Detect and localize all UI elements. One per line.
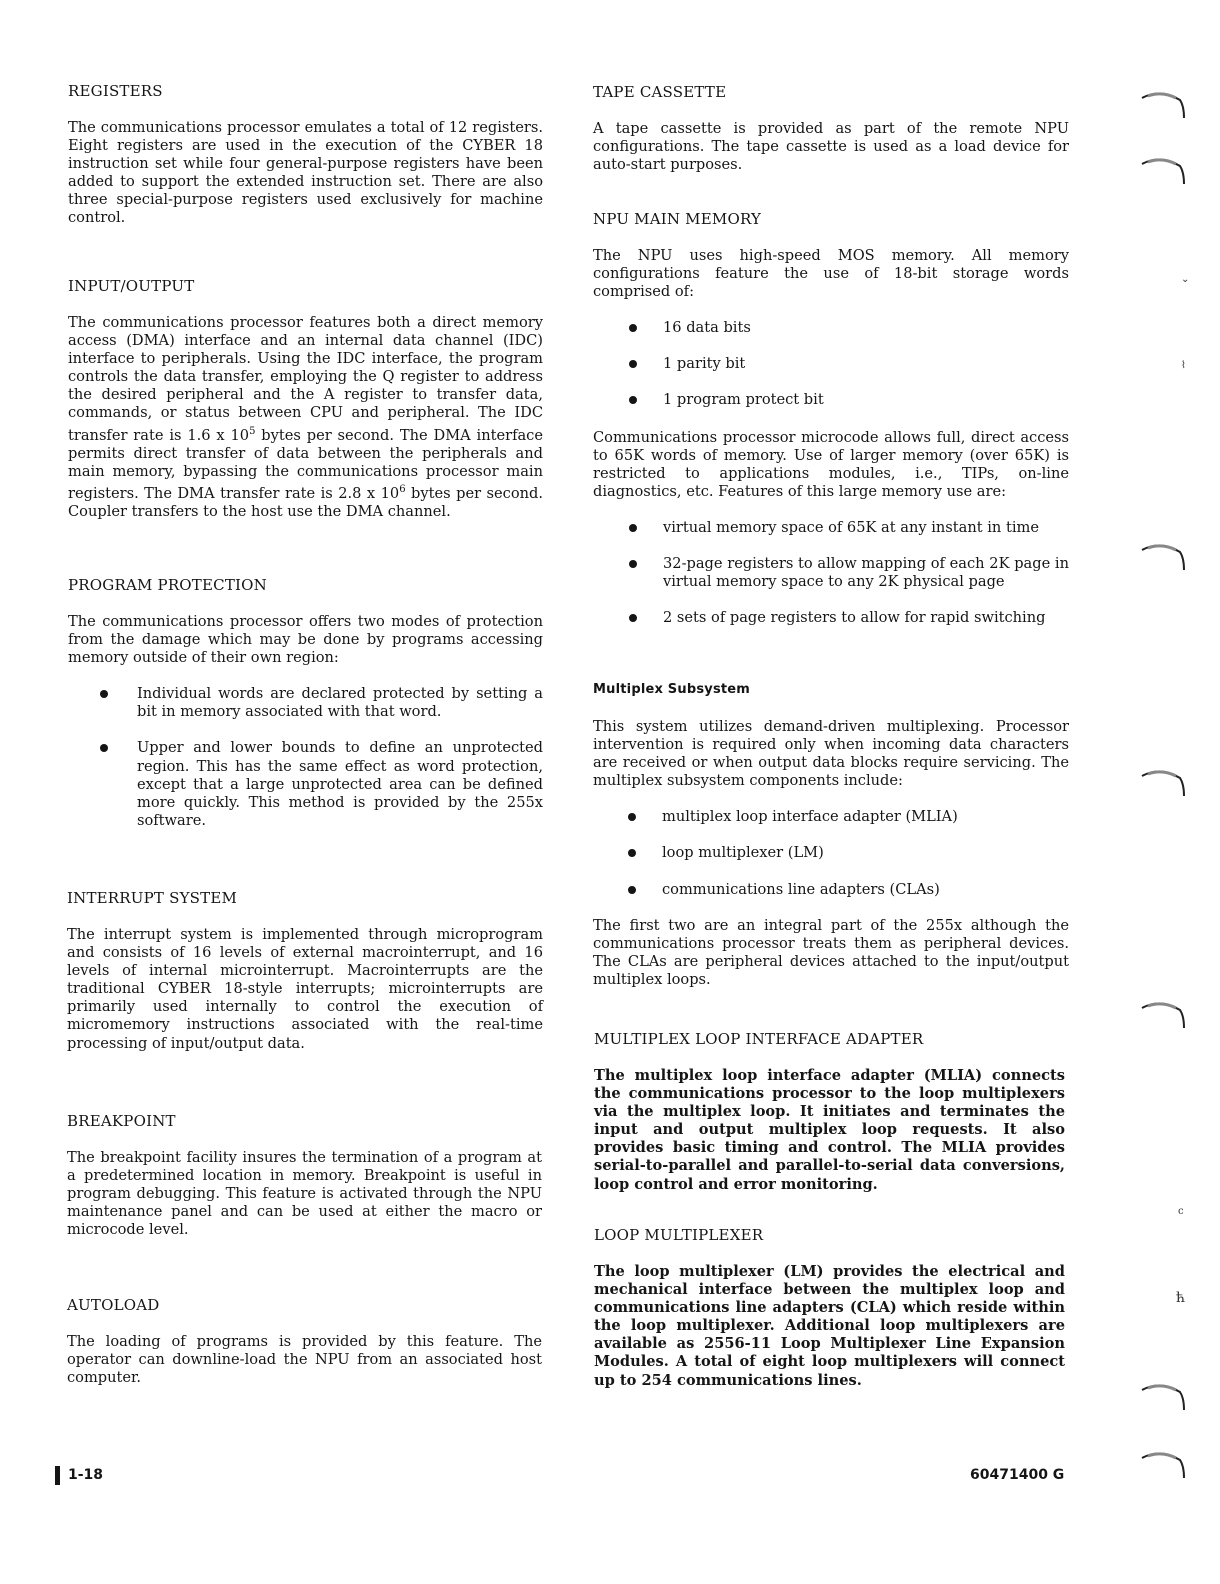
- heading-multiplex-subsystem: Multiplex Subsystem: [593, 682, 751, 697]
- list-item: loop multiplexer (LM): [593, 844, 1069, 862]
- scan-speck: ⌄: [1181, 274, 1190, 285]
- paragraph-autoload: The loading of programs is provided by this feature. The operator can downline-load the NPU from an associated host computer.: [67, 1333, 542, 1387]
- list-item: 32-page registers to allow mapping of each 2K page in virtual memory space to any 2K physical page: [593, 555, 1069, 591]
- heading-loop-multiplexer: LOOP MULTIPLEXER: [594, 1226, 764, 1244]
- section-tape-cassette: [593, 83, 1069, 174]
- section-registers: [68, 82, 543, 228]
- bullet-icon: [629, 614, 637, 622]
- punch-hole-icon: [1140, 994, 1188, 1034]
- bullet-icon: [100, 690, 108, 698]
- section-npu-main-memory: [593, 210, 1069, 627]
- protection-bullet-list: [68, 685, 543, 830]
- bullet-icon: [100, 744, 108, 752]
- bullet-icon: [629, 524, 637, 532]
- scan-speck: ϲ: [1178, 1206, 1184, 1217]
- paragraph-npu-main-memory: The NPU uses high-speed MOS memory. All memory configurations feature the use of 18-bit storage words comprised of:: [593, 247, 1069, 301]
- bullet-icon: [628, 813, 636, 821]
- bullet-icon: [629, 560, 637, 568]
- section-multiplex-subsystem: [593, 681, 1069, 989]
- list-item: 2 sets of page registers to allow for rapid switching: [593, 609, 1069, 627]
- paragraph-registers: The communications processor emulates a total of 12 registers. Eight registers are used in the execution of the CYBER 18 instruction set while four general-purpose registers have been added to support the extended instruction set. There are also three special-purpose registers used exclusively for machine control.: [68, 119, 543, 227]
- punch-hole-icon: [1140, 84, 1188, 124]
- section-program-protection: [68, 576, 543, 830]
- section-interrupt-system: [67, 889, 543, 1053]
- heading-registers: REGISTERS: [68, 82, 163, 100]
- punch-hole-icon: [1140, 1376, 1188, 1416]
- paragraph-multiplex-components: The first two are an integral part of the 255x although the communications processor treats them as peripheral devices. The CLAs are peripheral devices attached to the input/output multiplex loops.: [593, 916, 1069, 988]
- list-item: Individual words are declared protected by setting a bit in memory associated with that word.: [68, 685, 543, 721]
- punch-hole-icon: [1140, 762, 1188, 802]
- paragraph-multiplex-subsystem: This system utilizes demand-driven multiplexing. Processor intervention is required only when incoming data characters are received or when output data blocks require servicing. The multiplex subsystem components include:: [593, 718, 1069, 790]
- bullet-icon: [628, 886, 636, 894]
- heading-autoload: AUTOLOAD: [67, 1296, 160, 1314]
- paragraph-input-output: The communications processor features both a direct memory access (DMA) interface and an internal data channel (IDC) interface to peripherals. Using the IDC interface, the program controls the data transfer, employing the Q register to address the desired peripheral and the A register to transfer data, commands, or status between CPU and peripheral. The IDC transfer rate is 1.6 x $10^5$ bytes per second. The DMA interface permits direct transfer of data between the peripherals and main memory, bypassing the communications processor main registers. The DMA transfer rate is 2.8 x $10^6$ bytes per second. Coupler transfers to the host use the DMA channel.: [68, 314, 543, 520]
- punch-hole-icon: [1140, 536, 1188, 576]
- paragraph-tape-cassette: A tape cassette is provided as part of the remote NPU configurations. The tape cassette is used as a load device for auto-start purposes.: [593, 120, 1069, 174]
- heading-mlia: MULTIPLEX LOOP INTERFACE ADAPTER: [594, 1030, 924, 1048]
- bullet-icon: [628, 849, 636, 857]
- heading-breakpoint: BREAKPOINT: [67, 1112, 176, 1130]
- list-item: virtual memory space of 65K at any instant in time: [593, 519, 1069, 537]
- paragraph-breakpoint: The breakpoint facility insures the termination of a program at a predetermined location in memory. Breakpoint is useful in program debugging. This feature is activated through the NPU maintenance panel and can be used at either the macro or microcode level.: [67, 1149, 542, 1239]
- section-input-output: [68, 277, 543, 521]
- scan-speck: ⌇: [1181, 360, 1186, 371]
- paragraph-interrupt-system: The interrupt system is implemented through microprogram and consists of 16 levels of external macrointerrupt, and 16 levels of internal microinterrupt. Macrointerrupts are the traditional CYBER 18-style interrupts; microinterrupts are primarily used internally to control the execution of micromemory instructions associated with the real-time processing of input/output data.: [67, 926, 543, 1052]
- heading-npu-main-memory: NPU MAIN MEMORY: [593, 210, 762, 228]
- memory-feature-bullet-list: [593, 519, 1069, 627]
- list-item: 1 program protect bit: [593, 391, 1069, 409]
- paragraph-program-protection: The communications processor offers two modes of protection from the damage which may be done by programs accessing memory outside of their own region:: [68, 613, 543, 667]
- section-breakpoint: [67, 1112, 542, 1239]
- bullet-icon: [629, 360, 637, 368]
- list-item: Upper and lower bounds to define an unprotected region. This has the same effect as word protection, except that a large unprotected area can be defined more quickly. This method is provided by the 255x software.: [68, 739, 543, 829]
- section-loop-multiplexer: [594, 1226, 1065, 1390]
- heading-interrupt-system: INTERRUPT SYSTEM: [67, 889, 238, 907]
- memory-bullet-list: [593, 319, 1069, 409]
- paragraph-loop-multiplexer: The loop multiplexer (LM) provides the electrical and mechanical interface between the multiplex loop and communications line adapters (CLA) which reside within the loop multiplexer. Additional loop multiplexers are available as 2556-11 Loop Multiplexer Line Expansion Modules. A total of eight loop multiplexers will connect up to 254 communications lines.: [594, 1263, 1065, 1389]
- heading-input-output: INPUT/OUTPUT: [68, 277, 195, 295]
- document-number: 60471400 G: [970, 1467, 1065, 1483]
- heading-tape-cassette: TAPE CASSETTE: [593, 83, 727, 101]
- list-item: 16 data bits: [593, 319, 1069, 337]
- page-number: 1-18: [68, 1467, 104, 1483]
- list-item: communications line adapters (CLAs): [593, 881, 1069, 899]
- scan-speck: ћ: [1176, 1290, 1186, 1306]
- multiplex-bullet-list: [593, 808, 1069, 898]
- section-mlia: [594, 1030, 1065, 1194]
- list-item: multiplex loop interface adapter (MLIA): [593, 808, 1069, 826]
- punch-hole-icon: [1140, 150, 1188, 190]
- section-autoload: [67, 1296, 542, 1387]
- paragraph-mlia: The multiplex loop interface adapter (MLIA) connects the communications processor to the loop multiplexers via the multiplex loop. It initiates and terminates the input and output multiplex loop requests. It also provides basic timing and control. The MLIA provides serial-to-parallel and parallel-to-serial data conversions, loop control and error monitoring.: [594, 1067, 1065, 1193]
- paragraph-memory-microcode: Communications processor microcode allows full, direct access to 65K words of memory. Use of larger memory (over 65K) is restricted to applications modules, i.e., TIPs, on-line diagnostics, etc. Features of this large memory use are:: [593, 428, 1069, 500]
- bullet-icon: [629, 396, 637, 404]
- change-bar: [55, 1466, 60, 1485]
- punch-hole-icon: [1140, 1444, 1188, 1484]
- list-item: 1 parity bit: [593, 355, 1069, 373]
- bullet-icon: [629, 324, 637, 332]
- heading-program-protection: PROGRAM PROTECTION: [68, 576, 267, 594]
